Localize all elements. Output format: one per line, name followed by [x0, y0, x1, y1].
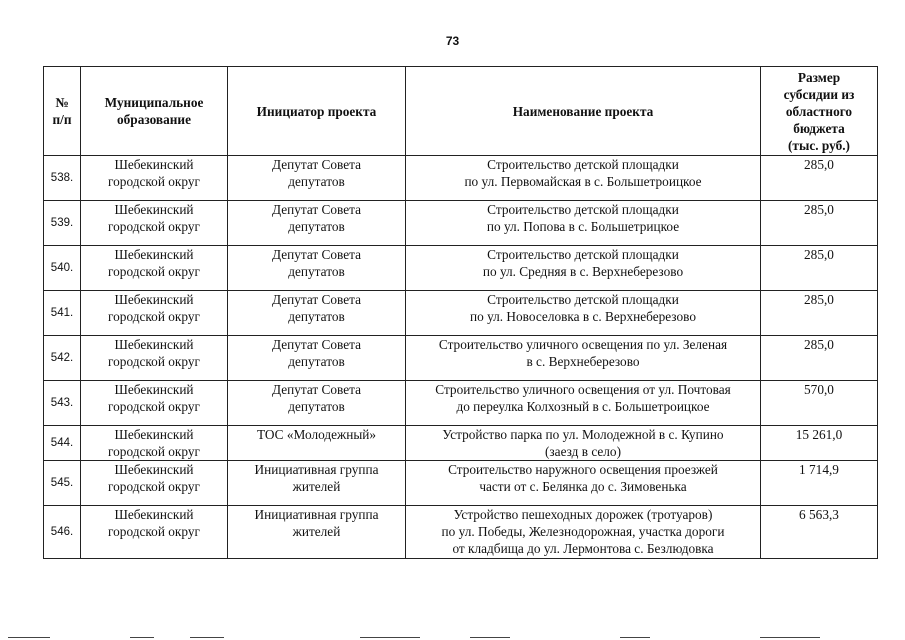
table-row	[44, 291, 878, 336]
cell-line: городской округ	[108, 354, 200, 369]
table-row	[44, 336, 878, 381]
cell-line: по ул. Попова в с. Большетрицкое	[486, 219, 680, 234]
cell-line: Устройство пешеходных дорожек (тротуаров)	[453, 507, 713, 522]
cell-line: Размер	[797, 69, 841, 85]
table-row	[44, 246, 878, 291]
cell-line: Депутат Совета	[271, 202, 362, 217]
header-initiator	[228, 67, 406, 156]
row-number: 541.	[44, 291, 81, 336]
cell-line: Инициативная группа	[254, 462, 379, 477]
cell-line: части от с. Белянка до с. Зимовенька	[479, 479, 687, 494]
municipality-cell	[81, 426, 228, 461]
cell-line: депутатов	[288, 174, 345, 189]
table-row	[44, 201, 878, 246]
cell-line: Шебекинский	[114, 462, 194, 477]
project-name-cell	[406, 506, 761, 559]
project-name-cell	[406, 426, 761, 461]
initiator-cell	[228, 426, 406, 461]
header-subsidy-amount	[761, 67, 878, 156]
cell-line: городской округ	[108, 399, 200, 414]
initiator-cell	[228, 201, 406, 246]
header-row	[44, 67, 878, 156]
table-row	[44, 506, 878, 559]
subsidy-amount-cell: 285,0	[761, 336, 878, 381]
cell-line: субсидии из	[783, 86, 855, 102]
cell-line: городской округ	[108, 219, 200, 234]
cell-line: в с. Верхнеберезово	[526, 354, 640, 369]
cell-line: Шебекинский	[114, 157, 194, 172]
cell-line: (тыс. руб.)	[788, 137, 850, 153]
cell-line: депутатов	[288, 309, 345, 324]
cell-line: жителей	[292, 479, 341, 494]
table-body	[44, 156, 878, 559]
cell-line: Инициативная группа	[254, 507, 379, 522]
row-number: 538.	[44, 156, 81, 201]
cell-line: Строительство уличного освещения от ул. Почтовая	[435, 382, 731, 397]
page-bottom-edge	[0, 635, 905, 638]
initiator-cell	[228, 506, 406, 559]
cell-line: Шебекинский	[114, 427, 194, 442]
cell-line: Депутат Совета	[271, 292, 362, 307]
cell-line: (заезд в село)	[544, 444, 622, 459]
municipality-cell	[81, 201, 228, 246]
initiator-cell	[228, 156, 406, 201]
project-name-cell	[406, 461, 761, 506]
cell-line: Депутат Совета	[271, 157, 362, 172]
cell-line: по ул. Победы, Железнодорожная, участка дороги	[441, 524, 725, 539]
cell-line: Инициатор проекта	[256, 103, 377, 119]
cell-line: депутатов	[288, 219, 345, 234]
subsidy-amount-cell: 15 261,0	[761, 426, 878, 461]
row-number: 545.	[44, 461, 81, 506]
initiator-cell	[228, 246, 406, 291]
cell-line: депутатов	[288, 399, 345, 414]
cell-line: образование	[117, 112, 191, 127]
cell-line: городской округ	[108, 479, 200, 494]
cell-line: Депутат Совета	[271, 382, 362, 397]
cell-line: городской округ	[108, 174, 200, 189]
cell-line: Наименование проекта	[512, 103, 654, 119]
subsidy-amount-cell: 285,0	[761, 291, 878, 336]
cell-line: по ул. Средняя в с. Верхнеберезово	[482, 264, 684, 279]
cell-line: Депутат Совета	[271, 337, 362, 352]
cell-line: городской округ	[108, 524, 200, 539]
cell-line: городской округ	[108, 444, 200, 459]
cell-line: по ул. Первомайская в с. Большетроицкое	[464, 174, 702, 189]
municipality-cell	[81, 336, 228, 381]
project-name-cell	[406, 336, 761, 381]
cell-line: депутатов	[288, 354, 345, 369]
cell-line: Строительство детской площадки	[487, 292, 679, 307]
row-number: 546.	[44, 506, 81, 559]
cell-line: жителей	[292, 524, 341, 539]
municipality-cell	[81, 461, 228, 506]
municipality-cell	[81, 246, 228, 291]
initiator-cell	[228, 336, 406, 381]
table-row	[44, 156, 878, 201]
cell-line: от кладбища до ул. Лермонтова с. Безлюдовка	[452, 541, 714, 556]
page-number: 73	[445, 34, 460, 48]
header-project-name	[406, 67, 761, 156]
table-header	[44, 67, 878, 156]
subsidy-amount-cell: 570,0	[761, 381, 878, 426]
cell-line: бюджета	[793, 120, 845, 136]
municipality-cell	[81, 156, 228, 201]
cell-line: депутатов	[288, 264, 345, 279]
row-number: 542.	[44, 336, 81, 381]
cell-line: по ул. Новоселовка в с. Верхнеберезово	[470, 309, 696, 324]
row-number: 543.	[44, 381, 81, 426]
project-name-cell	[406, 156, 761, 201]
cell-line: Шебекинский	[114, 247, 194, 262]
cell-line: до переулка Колхозный в с. Большетроицкое	[456, 399, 710, 414]
project-name-cell	[406, 291, 761, 336]
header-municipality	[81, 67, 228, 156]
municipality-cell	[81, 381, 228, 426]
cell-line: городской округ	[108, 264, 200, 279]
cell-line: Шебекинский	[114, 202, 194, 217]
cell-line: городской округ	[108, 309, 200, 324]
cell-line: Строительство детской площадки	[487, 202, 679, 217]
header-num	[44, 67, 81, 156]
subsidy-amount-cell: 285,0	[761, 246, 878, 291]
row-number: 540.	[44, 246, 81, 291]
project-name-cell	[406, 246, 761, 291]
initiator-cell	[228, 381, 406, 426]
project-name-cell	[406, 381, 761, 426]
municipality-cell	[81, 506, 228, 559]
subsidy-amount-cell: 6 563,3	[761, 506, 878, 559]
table-row	[44, 381, 878, 426]
cell-line: Строительство детской площадки	[487, 157, 679, 172]
project-name-cell	[406, 201, 761, 246]
subsidy-amount-cell: 285,0	[761, 201, 878, 246]
cell-line: Устройство парка по ул. Молодежной в с. Купино	[442, 427, 724, 442]
subsidy-table	[43, 66, 878, 559]
row-number: 544.	[44, 426, 81, 461]
initiator-cell	[228, 291, 406, 336]
subsidy-amount-cell: 1 714,9	[761, 461, 878, 506]
row-number: 539.	[44, 201, 81, 246]
table-row	[44, 426, 878, 461]
cell-line: №	[55, 95, 69, 110]
initiator-cell	[228, 461, 406, 506]
cell-line: ТОС «Молодежный»	[256, 427, 377, 442]
cell-line: Шебекинский	[114, 382, 194, 397]
cell-line: Шебекинский	[114, 507, 194, 522]
table-row	[44, 461, 878, 506]
subsidy-amount-cell: 285,0	[761, 156, 878, 201]
cell-line: Строительство уличного освещения по ул. Зеленая	[438, 337, 728, 352]
cell-line: п/п	[52, 112, 72, 127]
cell-line: Шебекинский	[114, 337, 194, 352]
cell-line: Строительство наружного освещения проезжей	[448, 462, 718, 477]
municipality-cell	[81, 291, 228, 336]
cell-line: Депутат Совета	[271, 247, 362, 262]
cell-line: Строительство детской площадки	[487, 247, 679, 262]
cell-line: Муниципальное	[104, 95, 204, 110]
cell-line: областного	[785, 103, 853, 119]
cell-line: Шебекинский	[114, 292, 194, 307]
